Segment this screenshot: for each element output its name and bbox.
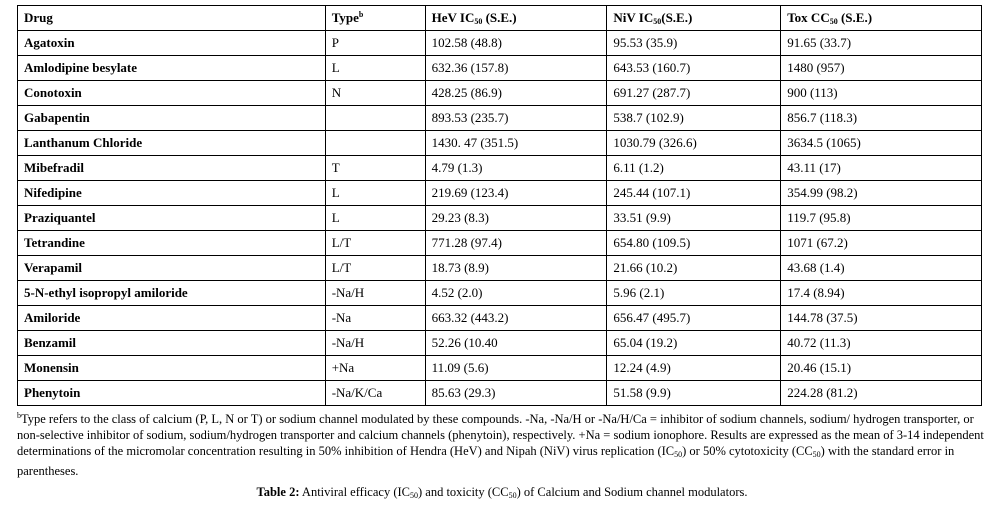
table-row [18,181,982,206]
cell-type: N [325,81,425,106]
cell-tox-cc50: 91.65 (33.7) [781,31,982,56]
cell-type: L/T [325,231,425,256]
table-row [18,231,982,256]
cell-drug: Conotoxin [18,81,326,106]
cell-drug: Verapamil [18,256,326,281]
cell-hev-ic50: 663.32 (443.2) [425,306,607,331]
cell-niv-ic50: 245.44 (107.1) [607,181,781,206]
cell-tox-cc50: 900 (113) [781,81,982,106]
table-caption: Table 2: Antiviral efficacy $(IC_{50})$ and toxicity $(CC_{50})$ of Calcium and Sodium channel modulators. [256,485,748,500]
cell-niv-ic50: 21.66 (10.2) [607,256,781,281]
table-row [18,56,982,81]
cell-hev-ic50: 18.73 (8.9) [425,256,607,281]
cell-niv-ic50: 5.96 (2.1) [607,281,781,306]
data-table [17,5,982,406]
cell-niv-ic50: 65.04 (19.2) [607,331,781,356]
cell-tox-cc50: 119.7 (95.8) [781,206,982,231]
cell-hev-ic50: 52.26 (10.40 [425,331,607,356]
table-row [18,31,982,56]
cell-tox-cc50: 43.11 (17) [781,156,982,181]
cell-drug: Lanthanum Chloride [18,131,326,156]
cell-hev-ic50: 11.09 (5.6) [425,356,607,381]
caption-label: Table 2: [256,485,300,499]
cell-drug: Agatoxin [18,31,326,56]
cell-niv-ic50: 691.27 (287.7) [607,81,781,106]
table-row [18,131,982,156]
cell-type: T [325,156,425,181]
cell-type: L [325,181,425,206]
cell-drug: Praziquantel [18,206,326,231]
cell-drug: Mibefradil [18,156,326,181]
cell-niv-ic50: 51.58 (9.9) [607,381,781,406]
cell-drug: 5-N-ethyl isopropyl amiloride [18,281,326,306]
cell-niv-ic50: 12.24 (4.9) [607,356,781,381]
cell-type: L [325,206,425,231]
cell-tox-cc50: 1071 (67.2) [781,231,982,256]
cell-hev-ic50: 4.52 (2.0) [425,281,607,306]
cell-drug: Amiloride [18,306,326,331]
cell-tox-cc50: 144.78 (37.5) [781,306,982,331]
table-row [18,381,982,406]
cell-hev-ic50: 1430. 47 (351.5) [425,131,607,156]
cell-type: -Na/H [325,331,425,356]
cell-type: +Na [325,356,425,381]
header-type-superscript: b [358,10,364,19]
cell-hev-ic50: 632.36 (157.8) [425,56,607,81]
cell-drug: Nifedipine [18,181,326,206]
header-type: Type$^b$ [325,6,425,31]
cell-type: P [325,31,425,56]
cell-type: -Na/K/Ca [325,381,425,406]
cell-drug: Benzamil [18,331,326,356]
cell-tox-cc50: 1480 (957) [781,56,982,81]
cell-drug: Monensin [18,356,326,381]
cell-type: L/T [325,256,425,281]
table-row [18,206,982,231]
cell-type: -Na/H [325,281,425,306]
document-page [17,5,987,500]
header-tox-cc50: Tox $CC_{50}$ (S.E.) [781,6,982,31]
cell-niv-ic50: 1030.79 (326.6) [607,131,781,156]
table-row [18,356,982,381]
cell-tox-cc50: 43.68 (1.4) [781,256,982,281]
header-drug: Drug [18,6,326,31]
table-row [18,331,982,356]
cell-tox-cc50: 20.46 (15.1) [781,356,982,381]
cell-niv-ic50: 95.53 (35.9) [607,31,781,56]
table-row [18,81,982,106]
cell-drug: Phenytoin [18,381,326,406]
table-row [18,256,982,281]
cell-type: L [325,56,425,81]
cell-hev-ic50: 102.58 (48.8) [425,31,607,56]
cell-tox-cc50: 40.72 (11.3) [781,331,982,356]
cell-tox-cc50: 856.7 (118.3) [781,106,982,131]
header-niv-ic50: NiV $IC_{50}(S.E.)$ [607,6,781,31]
cell-hev-ic50: 4.79 (1.3) [425,156,607,181]
table-body [18,31,982,406]
table-row [18,106,982,131]
cell-niv-ic50: 538.7 (102.9) [607,106,781,131]
cell-drug: Tetrandine [18,231,326,256]
cell-tox-cc50: 3634.5 (1065) [781,131,982,156]
cell-hev-ic50: 29.23 (8.3) [425,206,607,231]
cell-niv-ic50: 656.47 (495.7) [607,306,781,331]
cell-niv-ic50: 654.80 (109.5) [607,231,781,256]
cell-type: -Na [325,306,425,331]
cell-drug: Gabapentin [18,106,326,131]
cell-hev-ic50: 893.53 (235.7) [425,106,607,131]
table-footnote: $^b$Type refers to the class of calcium (P, L, N or T) or sodium channel modulated by these compounds. -Na, -Na/H or -Na/H/Ca = inhibitor of sodium channels, sodium/ hydrogen transporter, or non-selective inhibitor of sodium, sodium/hydrogen transporter and calcium channels (phenytoin), respectively. +Na = sodium ionophore. Results are expressed as the mean of 3-14 independent determinations of the micromolar concentration resulting in 50% inhibition of Hendra (HeV) and Nipah (NiV) virus replication $(IC_{50})$ or 50% cytotoxicity $(CC_{50})$ with the standard error in parentheses. [17,411,984,478]
header-hev-ic50: HeV $IC_{50}$ (S.E.) [425,6,607,31]
cell-tox-cc50: 354.99 (98.2) [781,181,982,206]
cell-type [325,106,425,131]
table-row [18,306,982,331]
cell-tox-cc50: 224.28 (81.2) [781,381,982,406]
table-row [18,156,982,181]
table-row [18,281,982,306]
header-row [18,6,982,31]
cell-hev-ic50: 219.69 (123.4) [425,181,607,206]
cell-niv-ic50: 33.51 (9.9) [607,206,781,231]
cell-type [325,131,425,156]
cell-hev-ic50: 428.25 (86.9) [425,81,607,106]
cell-tox-cc50: 17.4 (8.94) [781,281,982,306]
cell-niv-ic50: 643.53 (160.7) [607,56,781,81]
cell-hev-ic50: 771.28 (97.4) [425,231,607,256]
cell-hev-ic50: 85.63 (29.3) [425,381,607,406]
cell-niv-ic50: 6.11 (1.2) [607,156,781,181]
footnote-marker: b [17,411,21,420]
cell-drug: Amlodipine besylate [18,56,326,81]
